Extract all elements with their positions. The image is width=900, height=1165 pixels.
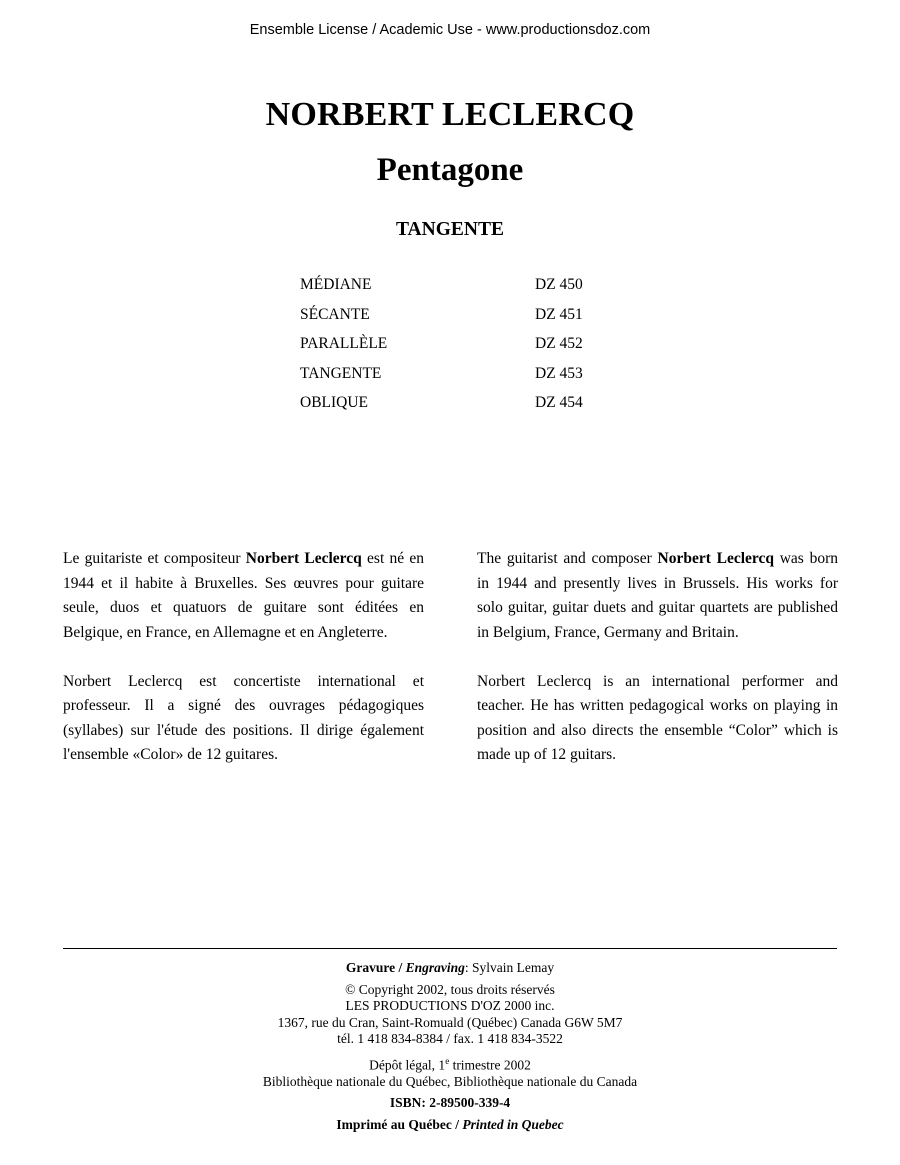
catalog-item — [300, 306, 600, 336]
isbn-line: ISBN: 2-89500-339-4 — [389, 1095, 511, 1110]
deposit-text: Dépôt légal, 1 — [369, 1057, 446, 1072]
bio-fr-paragraph-1 — [63, 547, 424, 645]
catalog-item-title: MÉDIANE — [300, 276, 372, 293]
catalog-list — [300, 276, 600, 424]
catalog-item-code: DZ 450 — [535, 276, 583, 293]
catalog-item-title: TANGENTE — [300, 364, 382, 382]
license-notice: Ensemble License / Academic Use - www.productionsdoz.com — [249, 22, 651, 38]
printed-label-en: Printed in Quebec — [462, 1116, 564, 1132]
copyright-line: © Copyright 2002, tous droits réservés — [345, 981, 555, 997]
deposit-text: trimestre 2002 — [449, 1057, 531, 1072]
composer-name: NORBERT LECLERCQ — [265, 96, 635, 133]
catalog-item-title: PARALLÈLE — [300, 335, 388, 352]
work-title: Pentagone — [376, 152, 524, 188]
printed-line — [0, 1117, 900, 1134]
publisher-line: LES PRODUCTIONS D'OZ 2000 inc. — [345, 998, 555, 1013]
engraver-name: : Sylvain Lemay — [464, 960, 555, 975]
legal-deposit-line — [0, 1053, 900, 1074]
publication-credits — [0, 960, 900, 1133]
catalog-item-title: OBLIQUE — [300, 394, 369, 411]
bio-composer-name: Norbert Leclercq — [657, 550, 774, 567]
catalog-item — [300, 276, 600, 306]
catalog-item-code: DZ 452 — [535, 335, 583, 352]
catalog-item — [300, 335, 600, 365]
phone-line: tél. 1 418 834-8384 / fax. 1 418 834-3522 — [337, 1031, 563, 1046]
bio-en-paragraph-2: Norbert Leclercq is an international performer and teacher. He has written pedagogical works on playing in position and also directs the ensemble “Color” which is made up of 12 guitars. — [477, 672, 838, 763]
bio-text: was born in 1944 and presently lives in Brussels. His works for solo guitar, guitar duets and guitar quartets are published in Belgium, France, Germany and Britain. — [477, 550, 838, 641]
bio-en-paragraph-1 — [477, 547, 838, 645]
biography-french — [63, 547, 424, 792]
bio-text: The guitarist and composer — [477, 550, 658, 567]
catalog-item — [300, 394, 600, 424]
deposit-superscript: e — [445, 1055, 450, 1066]
catalog-item-code: DZ 454 — [535, 394, 583, 411]
divider — [63, 948, 837, 949]
bio-fr-paragraph-2: Norbert Leclercq est concertiste international et professeur. Il a signé des ouvrages pédagogiques (syllabes) sur l'étude des positions. Il dirige également l'ensemble «Color» de 12 guitares. — [63, 672, 424, 763]
printed-label-fr: Imprimé au Québec / — [336, 1116, 463, 1132]
engraving-label-fr: Gravure / — [345, 960, 406, 975]
biography-english — [477, 547, 838, 792]
catalog-item-code: DZ 453 — [535, 364, 583, 382]
catalog-item-title: SÉCANTE — [300, 305, 370, 323]
bio-composer-name: Norbert Leclercq — [245, 550, 362, 567]
bio-text: est né en 1944 et il habite à Bruxelles. Ses œuvres pour guitare seule, duos et quatuors de guitare sont éditées en Belgique, en France, en Allemagne et en Angleterre. — [63, 550, 424, 641]
engraving-label-en: Engraving — [405, 960, 465, 975]
catalog-item — [300, 365, 600, 395]
bio-text: Le guitariste et compositeur — [63, 550, 246, 567]
movement-title: TANGENTE — [396, 219, 504, 240]
address-line: 1367, rue du Cran, Saint-Romuald (Québec) Canada G6W 5M7 — [277, 1014, 623, 1030]
libraries-line: Bibliothèque nationale du Québec, Bibliothèque nationale du Canada — [262, 1073, 638, 1089]
catalog-item-code: DZ 451 — [535, 305, 583, 323]
engraving-credit — [0, 960, 900, 977]
